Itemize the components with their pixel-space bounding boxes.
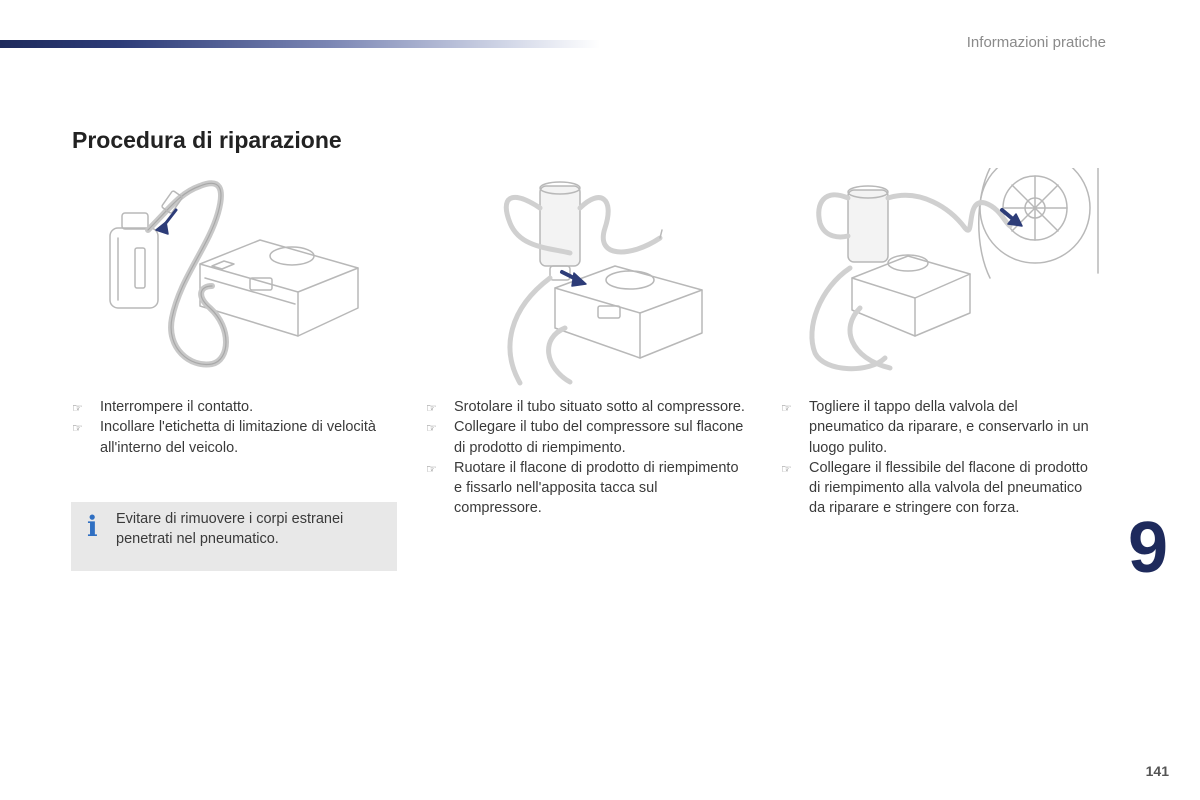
list-item: ☞ Togliere il tappo della valvola del pneumatico da riparare, e conservarlo in un luogo pulito. [781,399,1089,456]
list-item: ☞ Collegare il tubo del compressore sul flacone di prodotto di riempimento. [426,419,744,456]
list-item: ☞ Incollare l'etichetta di limitazione di velocità all'interno del veicolo. [72,419,376,456]
pointing-hand-icon: ☞ [72,421,83,436]
list-item: ☞ Collegare il flessibile del flacone di prodotto di riempimento alla valvola del pneumatico da riparare e stringere con forza. [781,459,1088,517]
illustration-step-3 [800,168,1100,386]
list-item: ☞ Srotolare il tubo situato sotto al compressore. [426,397,746,417]
instructions-column-1 [72,397,398,458]
illustration-step-1 [100,168,400,386]
info-icon: i [87,510,98,543]
chapter-number: 9 [1128,508,1169,588]
chapter-title: Informazioni pratiche [966,34,1106,51]
page-number: 141 [1145,763,1169,779]
header-accent-bar [0,40,600,48]
section-title: Procedura di riparazione [72,127,342,153]
info-note [71,502,397,571]
list-item: ☞ Interrompere il contatto. [72,397,398,417]
list-item: ☞ Ruotare il flacone di prodotto di riempimento e fissarlo nell'apposita tacca sul compressore. [426,459,739,517]
illustration-step-2 [450,168,750,386]
info-note-text: Evitare di rimuovere i corpi estranei penetrati nel pneumatico. [116,511,344,548]
pointing-hand-icon: ☞ [72,401,83,415]
pointing-hand-icon: ☞ [426,461,437,476]
pointing-hand-icon: ☞ [781,401,792,415]
pointing-hand-icon: ☞ [781,461,792,476]
instructions-column-2 [426,397,746,519]
instructions-column-3 [781,397,1093,519]
pointing-hand-icon: ☞ [426,401,437,415]
pointing-hand-icon: ☞ [426,421,437,436]
